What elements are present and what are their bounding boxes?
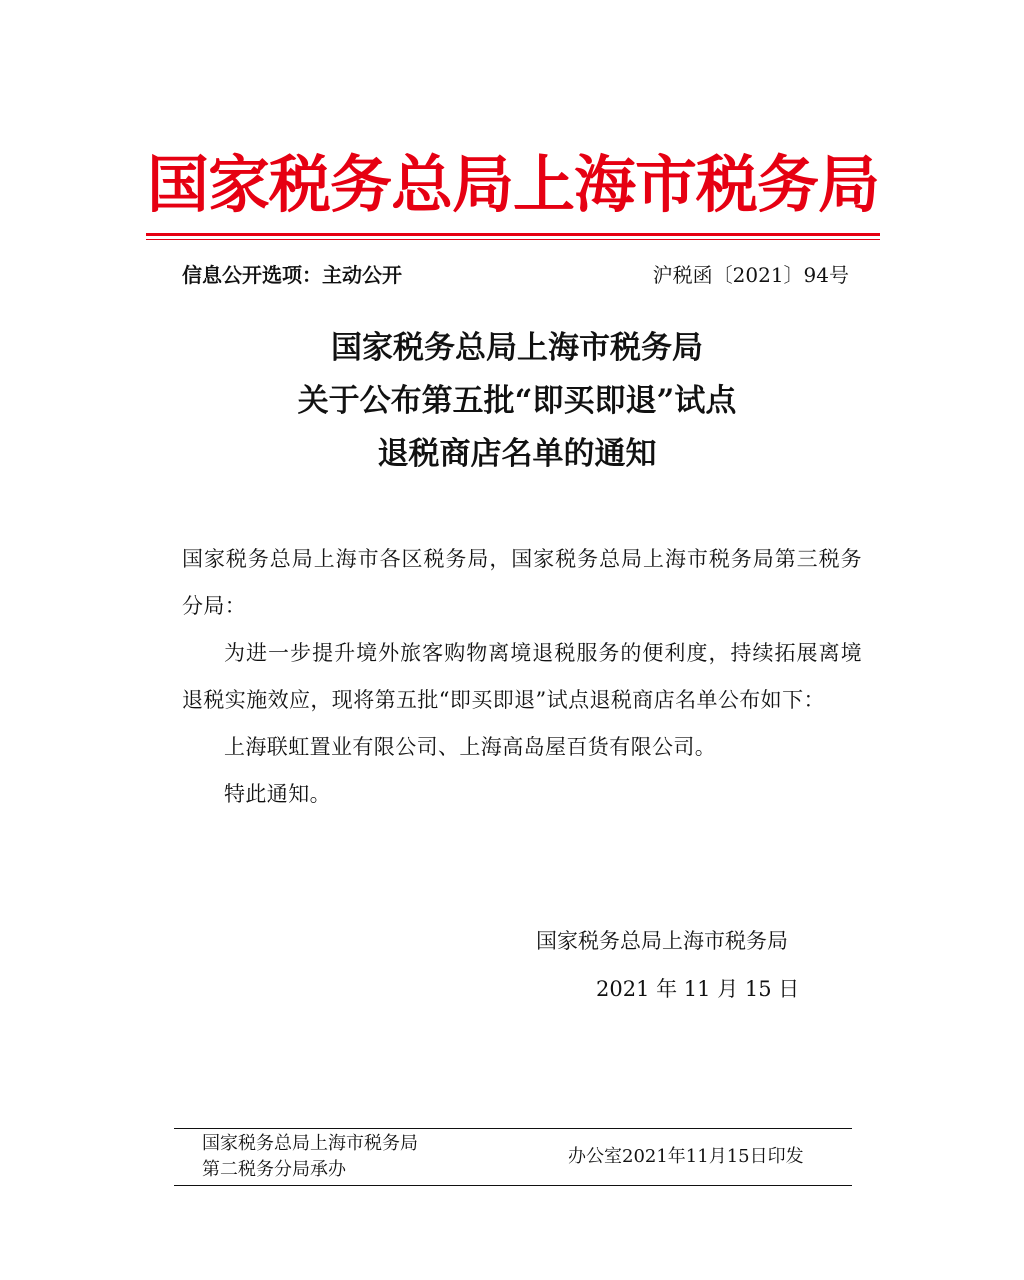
masthead-rule-thick xyxy=(146,233,880,236)
disclosure-option: 信息公开选项：主动公开 xyxy=(182,263,402,287)
footer-rule-bottom xyxy=(174,1185,852,1186)
masthead-title: 国家税务总局上海市税务局 xyxy=(146,148,879,221)
title-line: 关于公布第五批“即买即退”试点 xyxy=(297,383,737,419)
body-paragraph: 上海联虹置业有限公司、上海高岛屋百货有限公司。 xyxy=(224,735,717,759)
document-body xyxy=(182,536,862,818)
footer-rule-top xyxy=(174,1128,852,1129)
salutation: 国家税务总局上海市各区税务局，国家税务总局上海市税务局第三税务分局： xyxy=(182,547,862,618)
footer-issue-info: 办公室2021年11月15日印发 xyxy=(568,1146,804,1167)
body-paragraph: 为进一步提升境外旅客购物离境退税服务的便利度，持续拓展离境退税实施效应，现将第五批“即买即退”试点退税商店名单公布如下： xyxy=(182,641,862,712)
signature-date: 2021 年 11 月 15 日 xyxy=(596,977,800,1001)
title-line: 国家税务总局上海市税务局 xyxy=(331,330,703,366)
body-paragraph: 特此通知。 xyxy=(224,782,331,806)
title-line: 退税商店名单的通知 xyxy=(377,436,657,472)
document-title xyxy=(150,322,884,481)
masthead-rule-thin xyxy=(146,239,880,240)
document-number: 沪税函〔2021〕94号 xyxy=(652,263,849,287)
footer-org-line: 第二税务分局承办 xyxy=(202,1159,346,1180)
footer-org-line: 国家税务总局上海市税务局 xyxy=(202,1133,418,1154)
footer-organizer xyxy=(202,1131,418,1183)
signature-org: 国家税务总局上海市税务局 xyxy=(536,929,788,953)
